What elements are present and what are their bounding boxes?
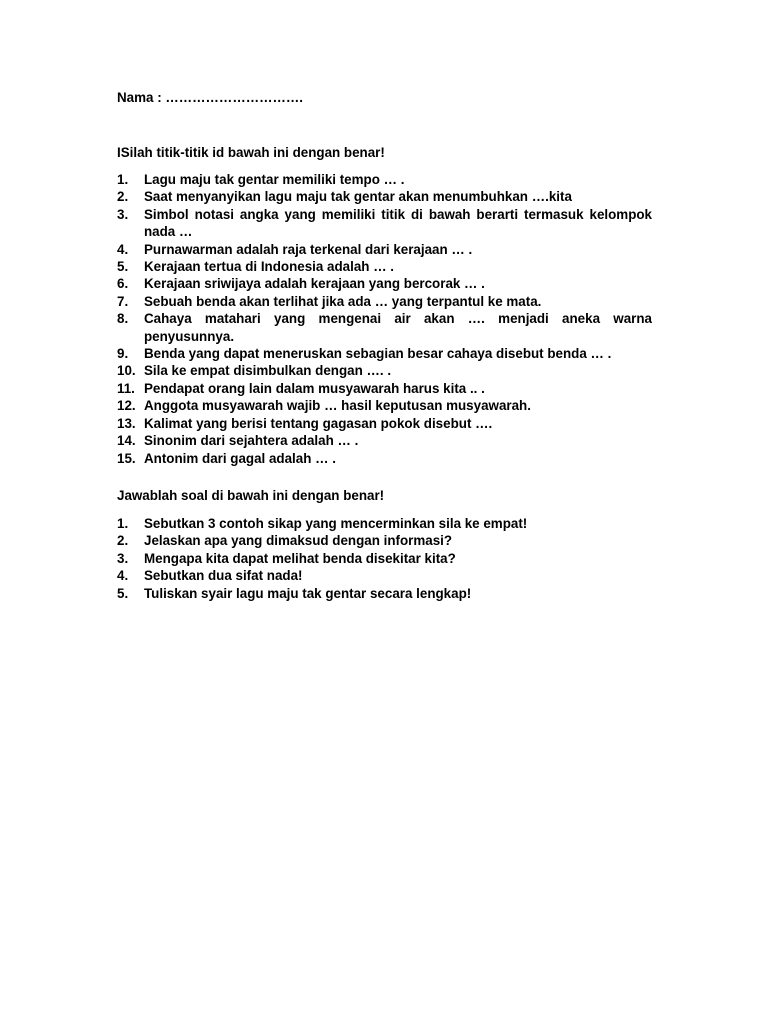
question-number: 2. [117, 189, 129, 205]
question-text: Tuliskan syair lagu maju tak gentar secara lengkap! [144, 585, 472, 601]
question-text: Sebutkan dua sifat nada! [144, 568, 303, 584]
question-number: 1. [117, 516, 129, 531]
question-number: 2. [117, 533, 129, 549]
question-item [117, 567, 652, 584]
question-text: Mengapa kita dapat melihat benda disekitar kita? [144, 550, 456, 566]
question-item [117, 397, 652, 414]
question-text: Simbol notasi angka yang memiliki titik di bawah berarti termasuk kelompok nada … [144, 206, 652, 240]
question-item [117, 275, 652, 292]
question-item [117, 362, 652, 379]
question-text: Kerajaan sriwijaya adalah kerajaan yang bercorak … . [144, 276, 485, 292]
question-text: Saat menyanyikan lagu maju tak gentar akan menumbuhkan ….kita [144, 189, 572, 205]
question-text: Lagu maju tak gentar memiliki tempo … . [144, 172, 405, 187]
question-number: 5. [117, 259, 129, 275]
question-number: 1. [117, 172, 129, 187]
question-text: Sila ke empat disimbulkan dengan …. . [144, 363, 392, 379]
question-text: Purnawarman adalah raja terkenal dari kerajaan … . [144, 241, 473, 257]
question-number: 6. [117, 276, 129, 292]
name-field-label: Nama : …………………………. [117, 90, 303, 105]
question-text: Antonim dari gagal adalah … . [144, 450, 336, 466]
question-item [117, 415, 652, 432]
question-text: Jelaskan apa yang dimaksud dengan informasi? [144, 533, 453, 549]
question-text: Benda yang dapat meneruskan sebagian besar cahaya disebut benda … . [144, 346, 612, 362]
question-item [117, 188, 652, 205]
question-text: Anggota musyawarah wajib … hasil keputusan musyawarah. [144, 398, 531, 414]
question-item [117, 241, 652, 258]
question-item [117, 550, 652, 567]
question-item [117, 380, 652, 397]
question-text: Pendapat orang lain dalam musyawarah harus kita .. . [144, 380, 485, 396]
question-item [117, 432, 652, 449]
question-number: 15. [117, 450, 136, 466]
question-number: 5. [117, 585, 129, 601]
question-number: 12. [117, 398, 136, 414]
question-item [117, 293, 652, 310]
question-text: Kalimat yang berisi tentang gagasan pokok disebut …. [144, 415, 493, 431]
question-item [117, 345, 652, 362]
question-item [117, 171, 652, 188]
question-number: 4. [117, 241, 129, 257]
question-number: 14. [117, 433, 136, 449]
question-number: 3. [117, 550, 129, 566]
question-item [117, 310, 652, 345]
question-item [117, 515, 652, 532]
question-item [117, 532, 652, 549]
question-number: 9. [117, 346, 129, 362]
question-number: 3. [117, 206, 129, 222]
question-text: Cahaya matahari yang mengenai air akan …. menjadi aneka warna penyusunnya. [144, 311, 652, 344]
question-number: 10. [117, 363, 136, 379]
fill-in-question-list [117, 171, 652, 467]
question-item [117, 450, 652, 467]
question-item [117, 258, 652, 275]
question-item [117, 585, 652, 602]
question-number: 8. [117, 311, 129, 327]
question-text: Sebutkan 3 contoh sikap yang mencerminkan sila ke empat! [144, 516, 528, 531]
question-item [117, 206, 652, 241]
question-number: 11. [117, 380, 135, 396]
section-2-instruction: Jawablah soal di bawah ini dengan benar! [117, 488, 385, 503]
question-text: Sebuah benda akan terlihat jika ada … yang terpantul ke mata. [144, 293, 542, 309]
question-number: 7. [117, 293, 129, 309]
question-text: Sinonim dari sejahtera adalah … . [144, 433, 359, 449]
essay-question-list [117, 515, 652, 602]
section-1-instruction: ISilah titik-titik id bawah ini dengan benar! [117, 145, 385, 160]
question-number: 4. [117, 568, 129, 584]
question-text: Kerajaan tertua di Indonesia adalah … . [144, 259, 395, 275]
question-number: 13. [117, 415, 136, 431]
